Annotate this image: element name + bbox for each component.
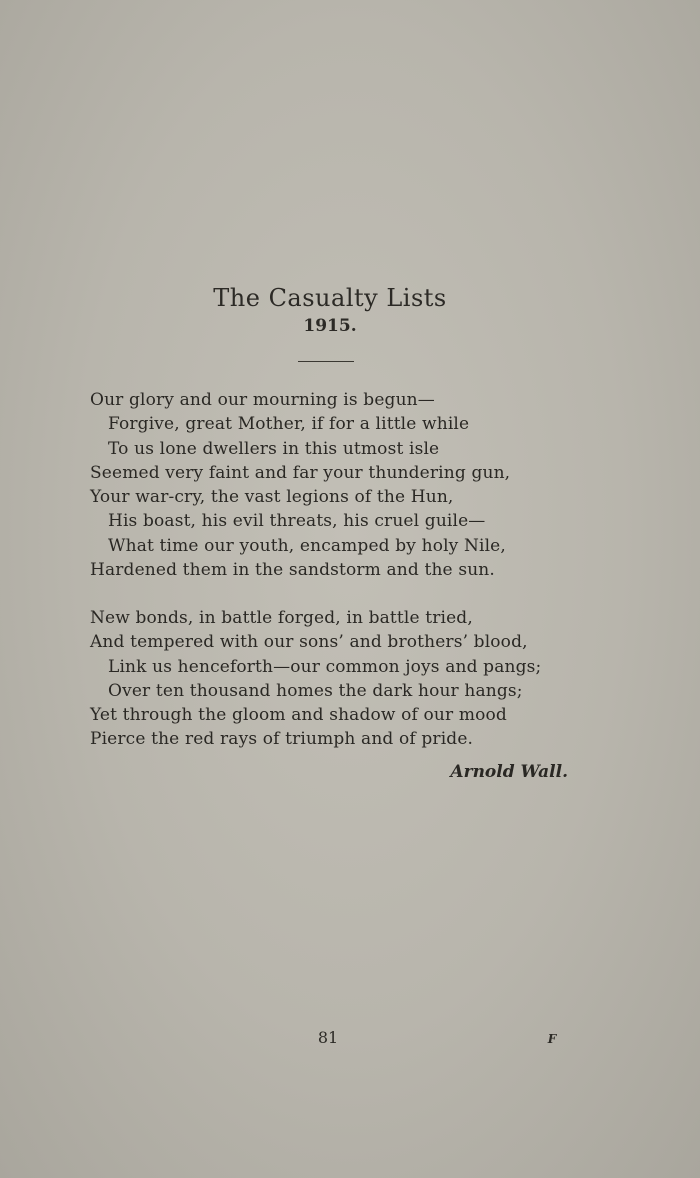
poem-line: Over ten thousand homes the dark hour hangs; (108, 680, 523, 701)
page-number: 81 (317, 1028, 339, 1047)
poem-year: 1915. (303, 316, 357, 336)
poem-line: Hardened them in the sandstorm and the sun. (90, 560, 495, 581)
poem-line: To us lone dwellers in this utmost isle (108, 438, 440, 459)
poem-line: What time our youth, encamped by holy Nile, (108, 535, 506, 556)
poem-line: Seemed very faint and far your thundering gun, (90, 462, 511, 483)
poem-line: Pierce the red rays of triumph and of pride. (90, 729, 474, 750)
poem-line: And tempered with our sons’ and brothers’ blood, (90, 632, 528, 653)
signature-mark: F (547, 1032, 557, 1046)
stanza-2 (90, 606, 590, 752)
poem-line: New bonds, in battle forged, in battle tried, (90, 608, 473, 628)
poem-line: Link us henceforth—our common joys and pangs; (108, 656, 542, 677)
poem-line: His boast, his evil threats, his cruel guile— (108, 511, 486, 532)
poem-line: Yet through the gloom and shadow of our mood (90, 705, 507, 726)
poem-line: Our glory and our mourning is begun— (90, 390, 435, 410)
poem-title: The Casualty Lists (213, 284, 447, 312)
title-divider (298, 361, 354, 362)
poem-line: Your war-cry, the vast legions of the Hun, (90, 487, 454, 508)
stanza-1 (90, 388, 590, 582)
poem-line: Forgive, great Mother, if for a little while (108, 414, 470, 435)
poem-author: Arnold Wall. (450, 762, 568, 782)
